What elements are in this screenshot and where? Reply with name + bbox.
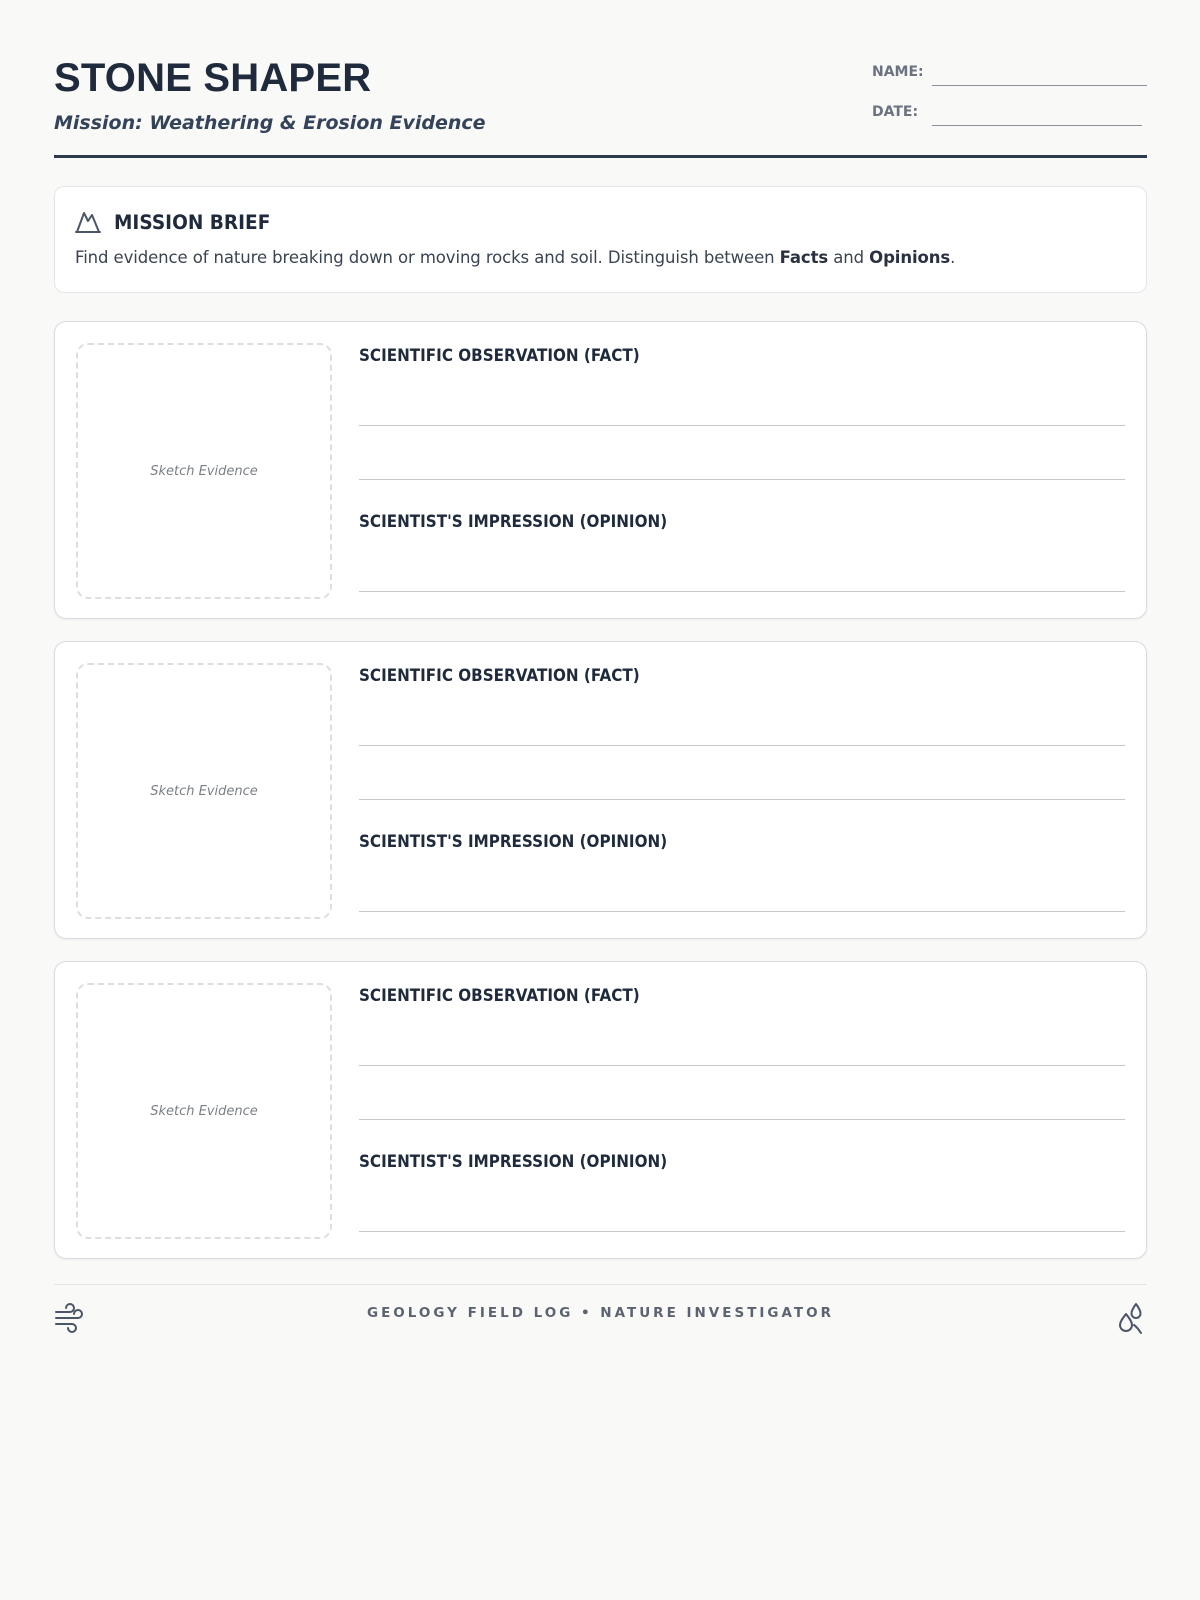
fact-label: SCIENTIFIC OBSERVATION (FACT) xyxy=(359,986,640,1005)
opinion-line[interactable] xyxy=(359,591,1125,592)
brief-text xyxy=(75,248,1126,267)
sketch-box[interactable] xyxy=(76,663,332,919)
water-drops-icon xyxy=(1115,1301,1147,1335)
brief-header xyxy=(75,209,1126,235)
sketch-label: Sketch Evidence xyxy=(150,783,258,799)
name-label: NAME: xyxy=(872,64,924,80)
page-title: STONE SHAPER xyxy=(54,56,372,100)
date-label: DATE: xyxy=(872,104,919,120)
fact-line[interactable] xyxy=(359,425,1125,426)
header xyxy=(54,56,1147,158)
opinion-label: SCIENTIST'S IMPRESSION (OPINION) xyxy=(359,512,668,531)
fact-label: SCIENTIFIC OBSERVATION (FACT) xyxy=(359,666,640,685)
date-row xyxy=(872,98,1147,126)
date-field[interactable] xyxy=(932,102,1142,126)
opinion-label: SCIENTIST'S IMPRESSION (OPINION) xyxy=(359,832,668,851)
fact-line[interactable] xyxy=(359,1119,1125,1120)
evidence-card xyxy=(54,641,1147,939)
brief-text-end: . xyxy=(950,248,956,267)
fact-line[interactable] xyxy=(359,1065,1125,1066)
and-word: and xyxy=(828,248,870,267)
student-info xyxy=(872,58,1147,138)
brief-title: MISSION BRIEF xyxy=(114,210,271,234)
facts-word: Facts xyxy=(779,248,829,267)
sketch-label: Sketch Evidence xyxy=(150,1103,258,1119)
sketch-label: Sketch Evidence xyxy=(150,463,258,479)
mountain-icon xyxy=(75,209,101,235)
evidence-card xyxy=(54,961,1147,1259)
name-row xyxy=(872,58,1147,86)
fact-line[interactable] xyxy=(359,799,1125,800)
name-field[interactable] xyxy=(932,62,1147,86)
fact-line[interactable] xyxy=(359,479,1125,480)
footer xyxy=(54,1284,1147,1336)
brief-text-start: Find evidence of nature breaking down or moving rocks and soil. Distinguish between xyxy=(75,248,780,267)
opinion-line[interactable] xyxy=(359,1231,1125,1232)
evidence-card xyxy=(54,321,1147,619)
opinion-label: SCIENTIST'S IMPRESSION (OPINION) xyxy=(359,1152,668,1171)
opinion-line[interactable] xyxy=(359,911,1125,912)
opinions-word: Opinions xyxy=(869,248,951,267)
mission-brief xyxy=(54,186,1147,293)
footer-text: GEOLOGY FIELD LOG • NATURE INVESTIGATOR xyxy=(366,1305,834,1321)
fact-label: SCIENTIFIC OBSERVATION (FACT) xyxy=(359,346,640,365)
sketch-box[interactable] xyxy=(76,343,332,599)
page-subtitle: Mission: Weathering & Erosion Evidence xyxy=(54,112,486,134)
sketch-box[interactable] xyxy=(76,983,332,1239)
worksheet-page xyxy=(54,56,1147,1259)
fact-line[interactable] xyxy=(359,745,1125,746)
